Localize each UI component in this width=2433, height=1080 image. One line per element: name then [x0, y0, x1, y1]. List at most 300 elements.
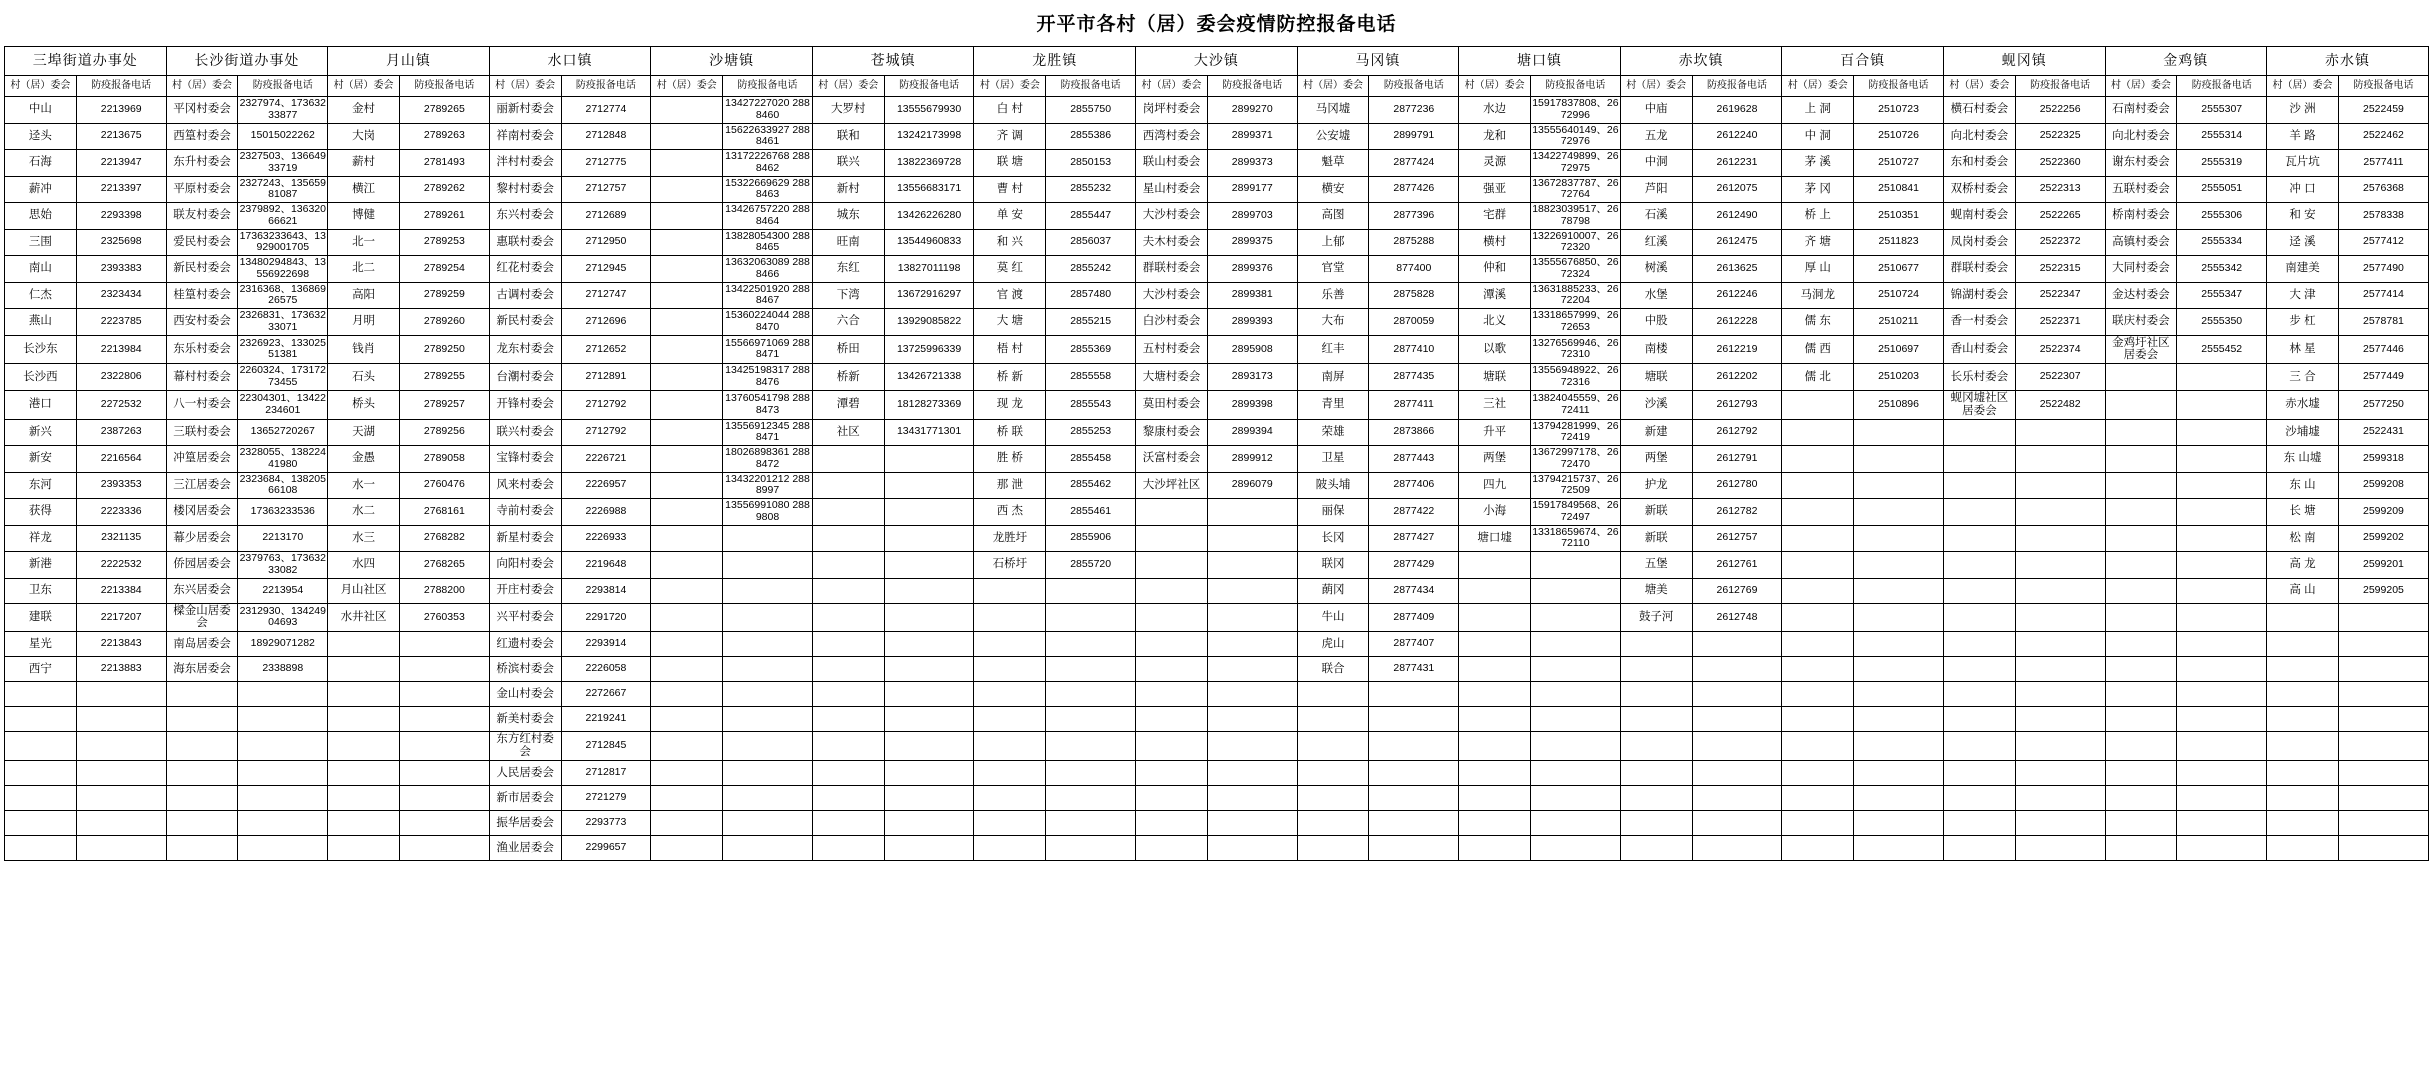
village-phone-cell: 2789263 [399, 123, 489, 150]
empty-cell [1854, 632, 1944, 657]
empty-cell [76, 732, 166, 761]
village-phone-cell: 2325698 [76, 229, 166, 256]
village-name-cell: 儒 西 [1782, 335, 1854, 364]
empty-cell [1692, 657, 1782, 682]
empty-cell [2177, 446, 2267, 473]
empty-cell [1046, 786, 1136, 811]
village-name-cell: 获得 [5, 499, 77, 526]
village-phone-cell: 13427227020 2888460 [723, 97, 813, 124]
village-name-cell: 思始 [5, 203, 77, 230]
empty-cell [812, 446, 884, 473]
empty-cell [1531, 682, 1621, 707]
village-name-cell: 儒 北 [1782, 364, 1854, 391]
empty-cell [1943, 732, 2015, 761]
empty-cell [812, 472, 884, 499]
empty-cell [884, 761, 974, 786]
village-name-cell: 水二 [328, 499, 400, 526]
village-phone-cell: 2873866 [1369, 419, 1459, 446]
village-phone-cell: 2619628 [1692, 97, 1782, 124]
village-phone-cell: 2393353 [76, 472, 166, 499]
village-name-cell: 星山村委会 [1136, 176, 1208, 203]
col-header-phone: 防疫报备电话 [2177, 76, 2267, 97]
village-phone-cell: 13794281999、2672419 [1531, 419, 1621, 446]
empty-cell [399, 761, 489, 786]
village-name-cell: 夫木村委会 [1136, 229, 1208, 256]
village-phone-cell: 2760353 [399, 603, 489, 632]
village-phone-cell: 2788200 [399, 578, 489, 603]
village-phone-cell: 2522374 [2015, 335, 2105, 364]
empty-cell [2015, 446, 2105, 473]
village-phone-cell: 2522360 [2015, 150, 2105, 177]
village-name-cell: 平冈村委会 [166, 97, 238, 124]
village-name-cell: 北一 [328, 229, 400, 256]
empty-cell [2267, 603, 2339, 632]
village-name-cell: 金村 [328, 97, 400, 124]
village-name-cell: 瓦片坑 [2267, 150, 2339, 177]
village-name-cell: 薪村 [328, 150, 400, 177]
empty-cell [2177, 578, 2267, 603]
empty-cell [1854, 786, 1944, 811]
village-name-cell: 蚬冈墟社区居委会 [1943, 390, 2015, 419]
empty-cell [1854, 552, 1944, 579]
village-phone-cell: 2612793 [1692, 390, 1782, 419]
empty-cell [76, 761, 166, 786]
col-header-name: 村（居）委会 [974, 76, 1046, 97]
village-name-cell: 楼冈居委会 [166, 499, 238, 526]
empty-cell [1369, 811, 1459, 836]
empty-cell [974, 603, 1046, 632]
village-name-cell: 新星村委会 [489, 525, 561, 552]
village-phone-cell: 2522431 [2338, 419, 2428, 446]
empty-cell [1782, 761, 1854, 786]
empty-cell [2105, 390, 2177, 419]
empty-cell [2177, 390, 2267, 419]
village-phone-cell: 2768161 [399, 499, 489, 526]
village-name-cell: 寺前村委会 [489, 499, 561, 526]
village-phone-cell: 2712792 [561, 390, 651, 419]
village-name-cell: 平原村委会 [166, 176, 238, 203]
village-name-cell: 东 山墟 [2267, 446, 2339, 473]
empty-cell [2267, 657, 2339, 682]
village-name-cell: 曹 村 [974, 176, 1046, 203]
empty-cell [2105, 603, 2177, 632]
village-name-cell: 龙胜圩 [974, 525, 1046, 552]
empty-cell [2177, 836, 2267, 861]
village-phone-cell: 2213843 [76, 632, 166, 657]
village-phone-cell: 2899393 [1207, 309, 1297, 336]
empty-cell [651, 552, 723, 579]
village-name-cell: 桥田 [812, 335, 884, 364]
village-phone-cell: 2393383 [76, 256, 166, 283]
village-name-cell: 红花村委会 [489, 256, 561, 283]
empty-cell [723, 811, 813, 836]
empty-cell [2105, 761, 2177, 786]
village-phone-cell: 2855906 [1046, 525, 1136, 552]
village-phone-cell: 2555307 [2177, 97, 2267, 124]
empty-cell [2177, 499, 2267, 526]
village-name-cell: 新联 [1620, 525, 1692, 552]
empty-cell [1531, 552, 1621, 579]
village-name-cell: 祥南村委会 [489, 123, 561, 150]
village-name-cell: 桂篁村委会 [166, 282, 238, 309]
town-header-13: 蚬冈镇 [1943, 47, 2105, 76]
col-header-phone: 防疫报备电话 [1854, 76, 1944, 97]
village-name-cell: 潭碧 [812, 390, 884, 419]
town-header-11: 赤坎镇 [1620, 47, 1782, 76]
village-name-cell: 八一村委会 [166, 390, 238, 419]
village-name-cell: 锦湖村委会 [1943, 282, 2015, 309]
village-phone-cell: 2299657 [561, 836, 651, 861]
empty-cell [651, 761, 723, 786]
empty-cell [651, 811, 723, 836]
empty-cell [5, 732, 77, 761]
village-name-cell: 大罗村 [812, 97, 884, 124]
col-header-name: 村（居）委会 [1459, 76, 1531, 97]
empty-cell [1369, 786, 1459, 811]
village-phone-cell: 2612202 [1692, 364, 1782, 391]
empty-cell [1531, 707, 1621, 732]
village-phone-cell: 2612490 [1692, 203, 1782, 230]
town-header-9: 马冈镇 [1297, 47, 1459, 76]
village-phone-cell: 15917849568、2672497 [1531, 499, 1621, 526]
village-phone-cell: 13828054300 2888465 [723, 229, 813, 256]
empty-cell [1297, 836, 1369, 861]
village-phone-cell: 2522265 [2015, 203, 2105, 230]
village-phone-cell: 13426757220 2888464 [723, 203, 813, 230]
village-name-cell: 护龙 [1620, 472, 1692, 499]
village-phone-cell: 15566971069 2888471 [723, 335, 813, 364]
village-phone-cell: 2855458 [1046, 446, 1136, 473]
empty-cell [884, 472, 974, 499]
empty-cell [1854, 761, 1944, 786]
empty-cell [974, 578, 1046, 603]
village-phone-cell: 2899375 [1207, 229, 1297, 256]
empty-cell [812, 682, 884, 707]
empty-cell [1207, 732, 1297, 761]
village-name-cell: 西安村委会 [166, 309, 238, 336]
village-name-cell: 石海 [5, 150, 77, 177]
village-name-cell: 城东 [812, 203, 884, 230]
village-name-cell: 樑金山居委会 [166, 603, 238, 632]
empty-cell [1620, 707, 1692, 732]
village-phone-cell: 13432201212 2888997 [723, 472, 813, 499]
village-name-cell: 六合 [812, 309, 884, 336]
empty-cell [328, 732, 400, 761]
village-name-cell: 水堡 [1620, 282, 1692, 309]
village-phone-cell: 2855253 [1046, 419, 1136, 446]
village-phone-cell: 13226910007、2672320 [1531, 229, 1621, 256]
empty-cell [1136, 707, 1208, 732]
village-name-cell: 冲篁居委会 [166, 446, 238, 473]
col-header-name: 村（居）委会 [5, 76, 77, 97]
village-phone-cell: 2577446 [2338, 335, 2428, 364]
village-phone-cell: 13555676850、2672324 [1531, 256, 1621, 283]
village-name-cell: 中山 [5, 97, 77, 124]
village-name-cell: 新民村委会 [166, 256, 238, 283]
village-phone-cell: 2226988 [561, 499, 651, 526]
empty-cell [1136, 811, 1208, 836]
village-phone-cell: 2327503、13664933719 [238, 150, 328, 177]
col-header-phone: 防疫报备电话 [723, 76, 813, 97]
village-name-cell: 莫田村委会 [1136, 390, 1208, 419]
village-phone-cell: 2855720 [1046, 552, 1136, 579]
village-phone-cell: 2323684、13820566108 [238, 472, 328, 499]
empty-cell [2015, 632, 2105, 657]
village-name-cell: 灵源 [1459, 150, 1531, 177]
empty-cell [723, 732, 813, 761]
village-name-cell: 胜 桥 [974, 446, 1046, 473]
village-phone-cell: 2555347 [2177, 282, 2267, 309]
village-name-cell: 鼓子河 [1620, 603, 1692, 632]
village-phone-cell: 2555452 [2177, 335, 2267, 364]
village-phone-cell: 2760476 [399, 472, 489, 499]
village-name-cell: 侨园居委会 [166, 552, 238, 579]
column-header-row [5, 76, 2429, 97]
village-phone-cell: 2213883 [76, 657, 166, 682]
village-name-cell: 塘口墟 [1459, 525, 1531, 552]
empty-cell [1046, 732, 1136, 761]
empty-cell [974, 836, 1046, 861]
village-name-cell: 东兴村委会 [489, 203, 561, 230]
village-phone-cell: 2522459 [2338, 97, 2428, 124]
village-name-cell [651, 176, 723, 203]
village-phone-cell: 2522482 [2015, 390, 2105, 419]
empty-cell [2105, 525, 2177, 552]
village-phone-cell: 2272532 [76, 390, 166, 419]
village-name-cell: 联和 [812, 123, 884, 150]
empty-cell [1046, 682, 1136, 707]
village-phone-cell: 2855558 [1046, 364, 1136, 391]
village-name-cell: 月山社区 [328, 578, 400, 603]
village-phone-cell: 2338898 [238, 657, 328, 682]
col-header-phone: 防疫报备电话 [2338, 76, 2428, 97]
empty-cell [1620, 811, 1692, 836]
village-phone-cell: 2293773 [561, 811, 651, 836]
empty-cell [1046, 761, 1136, 786]
empty-cell [1046, 707, 1136, 732]
village-name-cell [651, 282, 723, 309]
table-row [5, 150, 2429, 177]
village-name-cell: 强亚 [1459, 176, 1531, 203]
village-phone-cell: 2712652 [561, 335, 651, 364]
empty-cell [1369, 732, 1459, 761]
village-name-cell: 联兴 [812, 150, 884, 177]
village-name-cell: 三围 [5, 229, 77, 256]
village-name-cell: 石头 [328, 364, 400, 391]
village-name-cell: 开锋村委会 [489, 390, 561, 419]
empty-cell [1782, 657, 1854, 682]
village-name-cell: 幕村村委会 [166, 364, 238, 391]
village-name-cell: 旺南 [812, 229, 884, 256]
empty-cell [2177, 811, 2267, 836]
village-name-cell: 双桥村委会 [1943, 176, 2015, 203]
col-header-name: 村（居）委会 [812, 76, 884, 97]
empty-cell [1459, 761, 1531, 786]
village-name-cell: 高图 [1297, 203, 1369, 230]
empty-cell [1782, 446, 1854, 473]
village-name-cell: 东方红村委会 [489, 732, 561, 761]
empty-cell [2105, 552, 2177, 579]
empty-cell [1692, 707, 1782, 732]
village-phone-cell: 18128273369 [884, 390, 974, 419]
village-name-cell: 高阳 [328, 282, 400, 309]
empty-cell [2015, 603, 2105, 632]
village-name-cell: 青里 [1297, 390, 1369, 419]
empty-cell [1207, 525, 1297, 552]
village-phone-cell: 2213954 [238, 578, 328, 603]
village-phone-cell: 2855447 [1046, 203, 1136, 230]
village-phone-cell: 13318659674、2672110 [1531, 525, 1621, 552]
empty-cell [1531, 732, 1621, 761]
empty-cell [1459, 811, 1531, 836]
village-phone-cell: 13556683171 [884, 176, 974, 203]
empty-cell [1943, 603, 2015, 632]
village-name-cell: 那 泄 [974, 472, 1046, 499]
village-phone-cell: 18929071282 [238, 632, 328, 657]
empty-cell [399, 657, 489, 682]
empty-cell [328, 761, 400, 786]
village-phone-cell: 2612240 [1692, 123, 1782, 150]
village-phone-cell: 2877409 [1369, 603, 1459, 632]
village-name-cell: 中股 [1620, 309, 1692, 336]
village-name-cell: 齐 调 [974, 123, 1046, 150]
village-phone-cell: 2893173 [1207, 364, 1297, 391]
empty-cell [1782, 632, 1854, 657]
village-name-cell: 新联 [1620, 499, 1692, 526]
village-phone-cell: 2899394 [1207, 419, 1297, 446]
village-phone-cell: 13422749899、2672975 [1531, 150, 1621, 177]
village-name-cell: 林 星 [2267, 335, 2339, 364]
empty-cell [5, 811, 77, 836]
empty-cell [812, 707, 884, 732]
empty-cell [76, 682, 166, 707]
village-phone-cell: 2612782 [1692, 499, 1782, 526]
village-phone-cell: 2712848 [561, 123, 651, 150]
col-header-phone: 防疫报备电话 [76, 76, 166, 97]
village-phone-cell: 2326831、17363233071 [238, 309, 328, 336]
village-phone-cell: 2599208 [2338, 472, 2428, 499]
empty-cell [1531, 761, 1621, 786]
village-phone-cell: 2522372 [2015, 229, 2105, 256]
empty-cell [238, 836, 328, 861]
village-phone-cell: 15622633927 2888461 [723, 123, 813, 150]
village-phone-cell: 2555350 [2177, 309, 2267, 336]
village-name-cell: 南山 [5, 256, 77, 283]
village-name-cell: 齐 塘 [1782, 229, 1854, 256]
empty-cell [884, 552, 974, 579]
village-name-cell: 谢东村委会 [2105, 150, 2177, 177]
village-name-cell: 中 洞 [1782, 123, 1854, 150]
empty-cell [884, 603, 974, 632]
village-phone-cell: 2789257 [399, 390, 489, 419]
village-phone-cell: 2877407 [1369, 632, 1459, 657]
empty-cell [2105, 786, 2177, 811]
col-header-name: 村（居）委会 [1297, 76, 1369, 97]
table-row [5, 446, 2429, 473]
village-phone-cell: 15322669629 2888463 [723, 176, 813, 203]
col-header-name: 村（居）委会 [651, 76, 723, 97]
village-phone-cell: 2291720 [561, 603, 651, 632]
empty-cell [2105, 419, 2177, 446]
village-name-cell: 下湾 [812, 282, 884, 309]
village-name-cell [651, 335, 723, 364]
village-name-cell: 群联村委会 [1136, 256, 1208, 283]
village-phone-cell: 2213397 [76, 176, 166, 203]
village-phone-cell: 2789254 [399, 256, 489, 283]
empty-cell [1943, 578, 2015, 603]
empty-cell [2177, 472, 2267, 499]
table-row [5, 836, 2429, 861]
village-phone-cell: 2612228 [1692, 309, 1782, 336]
empty-cell [1459, 786, 1531, 811]
empty-cell [1854, 657, 1944, 682]
empty-cell [1943, 499, 2015, 526]
empty-cell [2177, 732, 2267, 761]
village-phone-cell: 2599205 [2338, 578, 2428, 603]
empty-cell [328, 632, 400, 657]
village-name-cell: 新市居委会 [489, 786, 561, 811]
table-row [5, 364, 2429, 391]
village-name-cell: 两堡 [1459, 446, 1531, 473]
empty-cell [1782, 578, 1854, 603]
village-phone-cell: 13794215737、2672509 [1531, 472, 1621, 499]
col-header-name: 村（居）委会 [1782, 76, 1854, 97]
village-phone-cell: 2712891 [561, 364, 651, 391]
empty-cell [1207, 836, 1297, 861]
village-name-cell: 新建 [1620, 419, 1692, 446]
col-header-phone: 防疫报备电话 [884, 76, 974, 97]
empty-cell [2267, 786, 2339, 811]
empty-cell [1459, 657, 1531, 682]
village-phone-cell: 13422501920 2888467 [723, 282, 813, 309]
empty-cell [1531, 657, 1621, 682]
village-name-cell: 五堡 [1620, 552, 1692, 579]
village-phone-cell: 2293914 [561, 632, 651, 657]
village-phone-cell: 2877434 [1369, 578, 1459, 603]
village-phone-cell: 2293398 [76, 203, 166, 230]
empty-cell [1620, 657, 1692, 682]
village-phone-cell: 13426721338 [884, 364, 974, 391]
village-phone-cell: 2612780 [1692, 472, 1782, 499]
village-name-cell: 水井社区 [328, 603, 400, 632]
empty-cell [1207, 499, 1297, 526]
empty-cell [1297, 811, 1369, 836]
col-header-phone: 防疫报备电话 [1692, 76, 1782, 97]
col-header-phone: 防疫报备电话 [1207, 76, 1297, 97]
empty-cell [2105, 682, 2177, 707]
empty-cell [2267, 682, 2339, 707]
village-name-cell: 塘美 [1620, 578, 1692, 603]
empty-cell [1297, 732, 1369, 761]
empty-cell [1854, 603, 1944, 632]
village-phone-cell: 2899177 [1207, 176, 1297, 203]
empty-cell [238, 732, 328, 761]
empty-cell [2177, 552, 2267, 579]
empty-cell [1854, 836, 1944, 861]
village-phone-cell: 2510697 [1854, 335, 1944, 364]
empty-cell [166, 761, 238, 786]
empty-cell [884, 836, 974, 861]
empty-cell [5, 786, 77, 811]
village-name-cell: 桥 联 [974, 419, 1046, 446]
village-name-cell: 海东居委会 [166, 657, 238, 682]
village-name-cell: 天湖 [328, 419, 400, 446]
village-phone-cell: 2555334 [2177, 229, 2267, 256]
empty-cell [399, 836, 489, 861]
village-phone-cell: 2555306 [2177, 203, 2267, 230]
village-phone-cell: 2877443 [1369, 446, 1459, 473]
village-phone-cell: 2712774 [561, 97, 651, 124]
